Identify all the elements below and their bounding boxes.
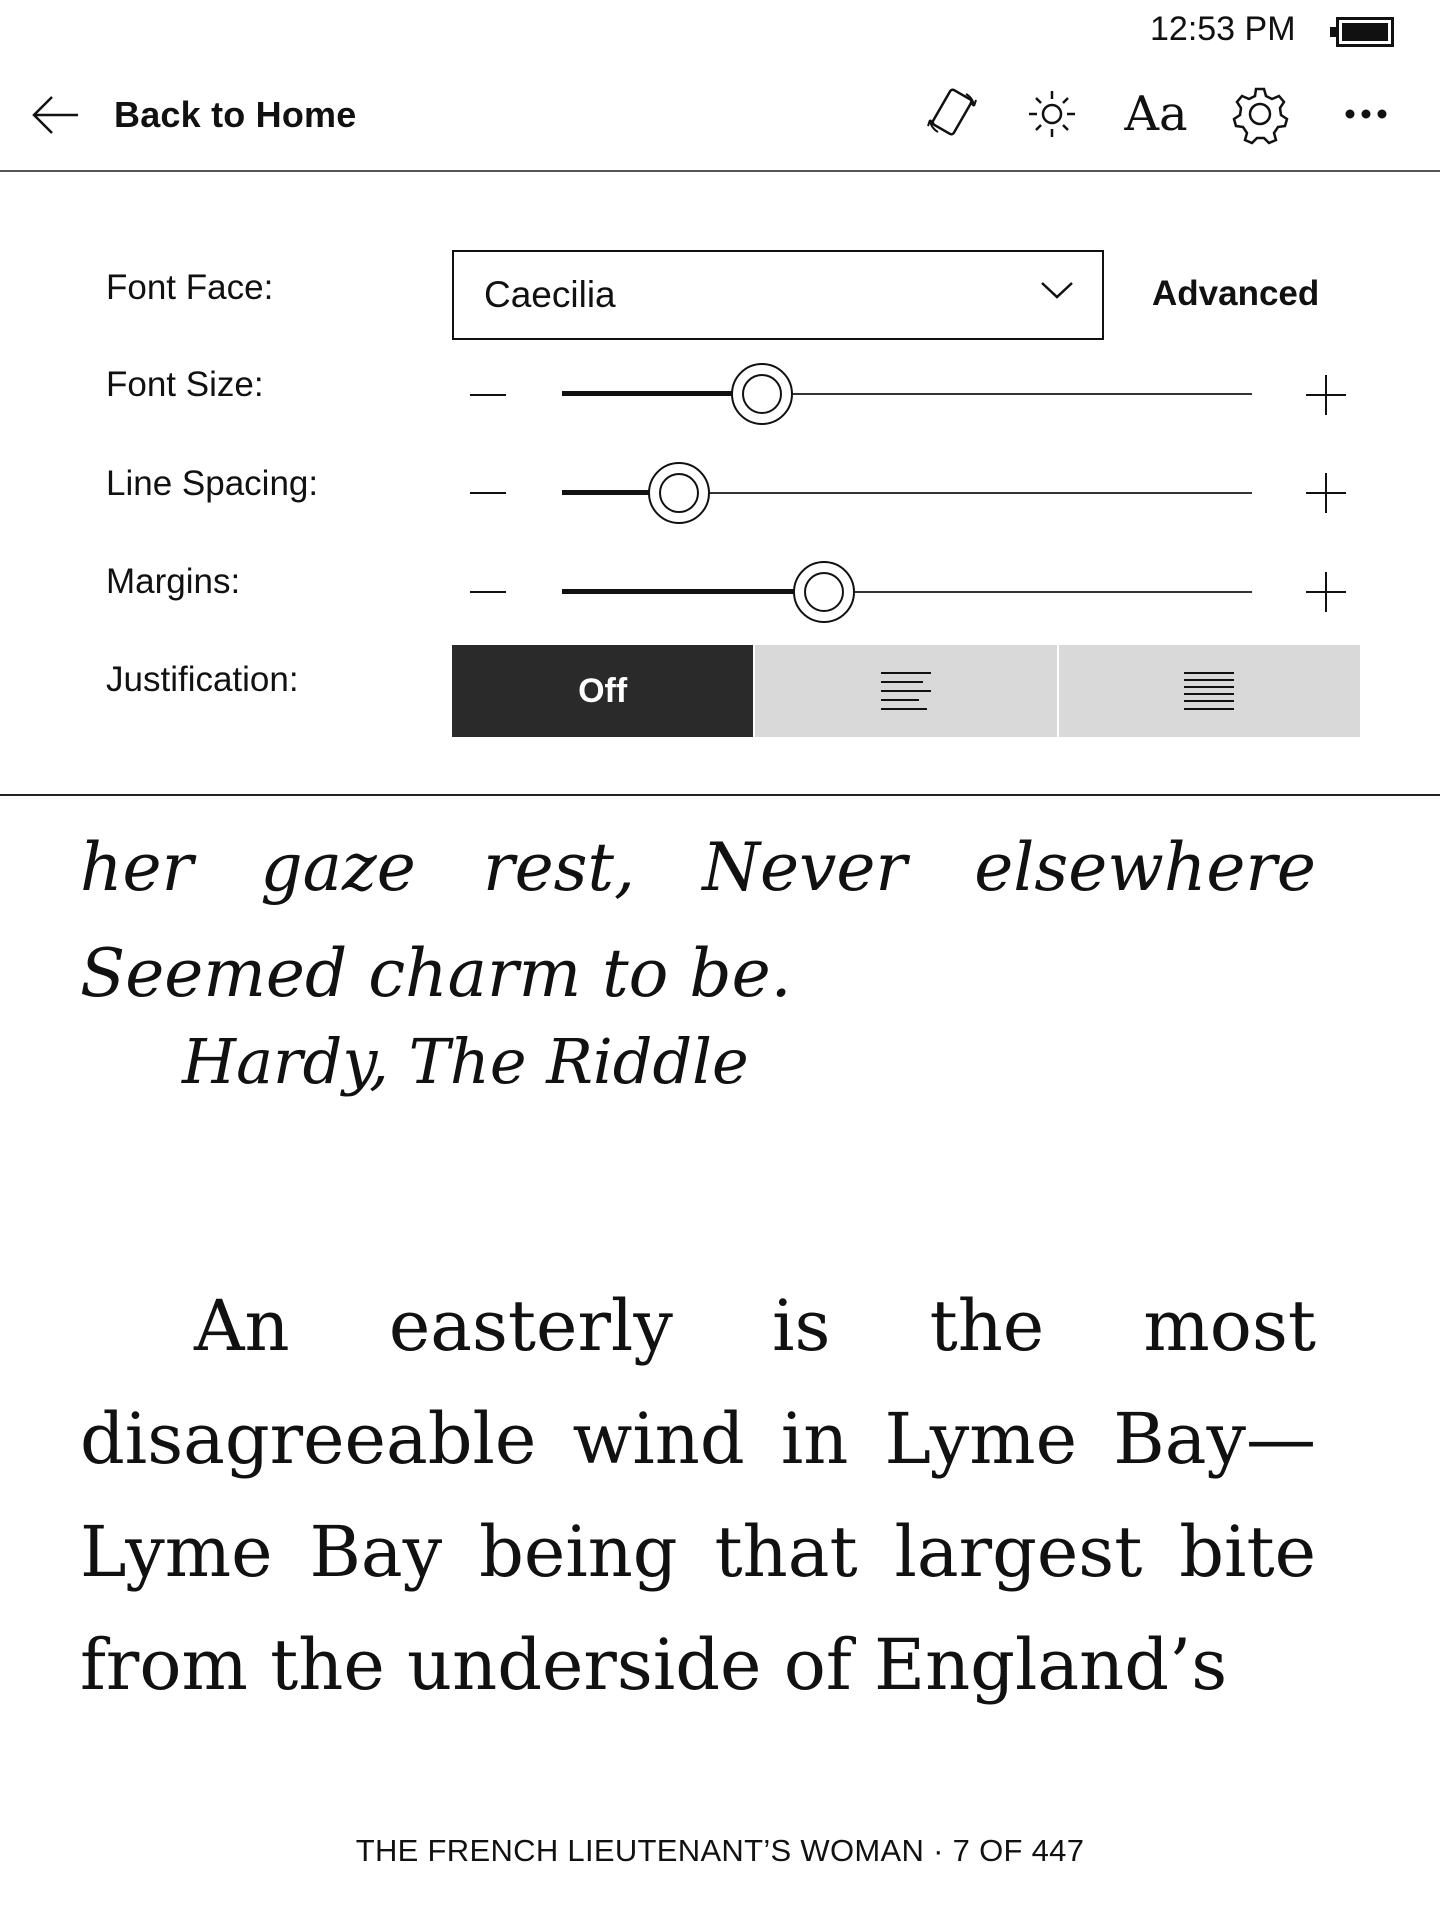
advanced-button[interactable]: Advanced	[1152, 274, 1320, 313]
font-size-label: Font Size:	[106, 365, 264, 404]
font-face-label: Font Face:	[106, 268, 274, 307]
rotate-screen-icon[interactable]	[912, 78, 992, 150]
chevron-down-icon	[1040, 280, 1074, 300]
line-spacing-slider[interactable]	[562, 478, 1252, 508]
justification-off-button[interactable]	[452, 645, 753, 737]
font-face-value: Caecilia	[484, 274, 616, 315]
align-justify-icon	[1182, 671, 1236, 711]
more-icon[interactable]	[1326, 78, 1406, 150]
justification-toggle-group	[452, 645, 1360, 737]
epigraph-attribution: Hardy, The Riddle	[182, 1025, 749, 1098]
font-size-slider-thumb[interactable]	[731, 363, 793, 425]
justification-full-button[interactable]	[1059, 645, 1360, 737]
line-spacing-increase-button[interactable]	[1306, 473, 1346, 513]
align-left-icon	[879, 671, 933, 711]
justification-label: Justification:	[106, 660, 299, 699]
book-body-text	[80, 1270, 1316, 1722]
font-size-decrease-button[interactable]	[470, 394, 506, 396]
justification-left-button[interactable]	[755, 645, 1056, 737]
margins-slider-thumb[interactable]	[793, 561, 855, 623]
font-settings-icon[interactable]	[1116, 78, 1196, 150]
margins-label: Margins:	[106, 562, 241, 601]
battery-icon	[1336, 17, 1394, 47]
justification-off-label: Off	[578, 671, 628, 710]
line-spacing-slider-thumb[interactable]	[648, 462, 710, 524]
margins-slider[interactable]	[562, 577, 1252, 607]
margins-increase-button[interactable]	[1306, 572, 1346, 612]
back-to-home-label: Back to Home	[114, 94, 357, 135]
margins-decrease-button[interactable]	[470, 591, 506, 593]
back-arrow-icon	[30, 93, 80, 137]
status-time: 12:53 PM	[1150, 10, 1296, 48]
gear-icon[interactable]	[1220, 78, 1300, 150]
font-settings-label: Aa	[1124, 86, 1188, 142]
font-face-select[interactable]	[452, 250, 1104, 340]
line-spacing-decrease-button[interactable]	[470, 492, 506, 494]
book-footer-progress: THE FRENCH LIEUTENANT’S WOMAN · 7 OF 447	[355, 1833, 1085, 1868]
book-body-text-content: An easterly is the most disagreeable wind in Lyme Bay—Lyme Bay being that largest bite from the underside of England’s	[80, 1285, 1316, 1706]
line-spacing-label: Line Spacing:	[106, 464, 319, 503]
font-size-slider[interactable]	[562, 379, 1252, 409]
font-size-increase-button[interactable]	[1306, 375, 1346, 415]
brightness-icon[interactable]	[1012, 78, 1092, 150]
back-to-home-button[interactable]	[30, 82, 450, 148]
epigraph-text: her gaze rest, Never elsewhere Seemed charm to be.	[80, 829, 1316, 1012]
